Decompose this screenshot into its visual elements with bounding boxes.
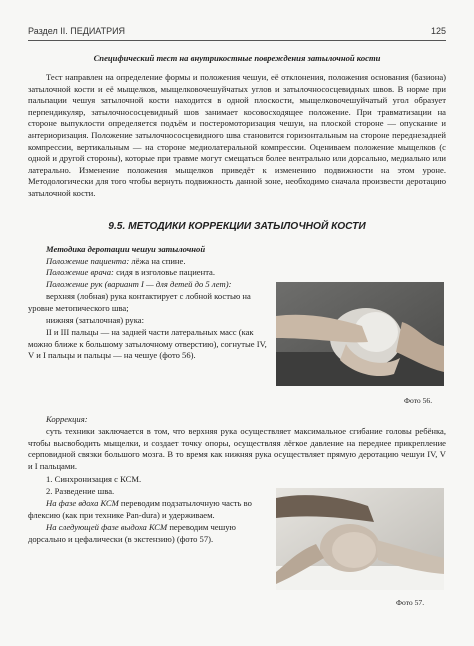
exhale-paragraph	[28, 522, 268, 545]
inhale-label: На фазе вдоха КСМ	[46, 498, 119, 508]
photo-56-image	[276, 282, 444, 386]
photo-56	[276, 282, 444, 386]
subtitle: Специфический тест на внутрикостные повреждения затылочной кости	[93, 53, 381, 63]
patient-label: Положение пациента:	[46, 255, 130, 266]
photo-57-image	[276, 488, 444, 590]
method-block	[46, 244, 268, 290]
page-number: 125	[430, 26, 446, 36]
step-2: 2. Разведение шва.	[46, 486, 115, 496]
lower-hand-label: нижняя (затылочная) рука:	[46, 315, 144, 325]
upper-hand-text: верхняя (лобная) рука контактирует с лобной костью на уровне метопического шва;	[28, 291, 251, 313]
lower-hand-text: II и III пальцы — на задней части латеральных масс (как можно ближе к большому затылочному отверстию), согнутые IV, V и I пальцы и пальцы — на чешуе (фото 56).	[28, 327, 267, 361]
intro-paragraph: Тест направлен на определение формы и положения чешуи, её отклонения, положения основания (базиона) затылочной кости и её мыщелков, мыщелковочешуйчатых углов и затылочнососцевидных швов. В норме при пальпации чешуя затылочной кости находится в одной плоскости, мыщелковочешуйчатый угол образует перпендикуляр, затылочнососцевидный шов занимает косовосходящее положение. При травматизации на стороне выпуклости определяется подъём и постеромоторизация чешуи, на плоской стороне — опускание и антериоризация. Положение затылочнососцевидного шва становится горизонтальным на стороне переднезадней компрессии, вертикальным — на стороне медиолатеральной компрессии. Оцениваем положение мыщелков (с одной и другой стороны), которые при травме могут смещаться более вентрально или дорсально, медиально или латерально. Изменение положения мыщелков приведёт к изменению подвижности на этом уроне. Методологически для того чтобы вернуть подвижность данной зоне, необходимо сначала произвести деротацию затылочной кости.	[28, 72, 446, 198]
inhale-paragraph	[28, 498, 268, 521]
step-1: 1. Синхронизация с КСМ.	[46, 474, 142, 484]
correction-label: Коррекция:	[46, 414, 88, 424]
photo-57-caption: Фото 57.	[396, 598, 425, 607]
exhale-label: На следующей фазе выдоха КСМ	[46, 522, 168, 532]
exhale-text: переводим чешую дорсально и цефалически (в экстензию) (фото 57).	[28, 522, 236, 544]
photo-56-caption: Фото 56.	[404, 396, 433, 405]
section-title: Раздел II. ПЕДИАТРИЯ	[28, 26, 126, 36]
running-header	[28, 26, 446, 40]
doctor-text: сидя в изголовье пациента.	[113, 267, 216, 278]
hands-variant: (вариант I — для детей до 5 лет):	[102, 278, 232, 289]
method-title: Методика деротации чешуи затылочной	[46, 244, 206, 254]
section-heading: 9.5. МЕТОДИКИ КОРРЕКЦИИ ЗАТЫЛОЧНОЙ КОСТИ	[108, 221, 366, 232]
doctor-label: Положение врача:	[46, 267, 114, 278]
hands-label: Положение рук	[46, 278, 103, 289]
inhale-text: переводим подзатылочную часть во флексию (как при технике Pan-dura) и удерживаем.	[28, 498, 252, 520]
header-rule	[28, 40, 446, 41]
patient-text: лёжа на спине.	[129, 255, 186, 266]
correction-text: суть техники заключается в том, что верхняя рука осуществляет максимальное сгибание головы ребёнка, чтобы высвободить мыщелки, и создает точку опоры, осуществляя лёгкое давление на переднее прикрепление серповидной связки большого мозга. В то время как нижняя рука осуществляет прямую деротацию чешуи IV, V и I пальцами.	[28, 426, 446, 471]
photo-57	[276, 488, 444, 590]
